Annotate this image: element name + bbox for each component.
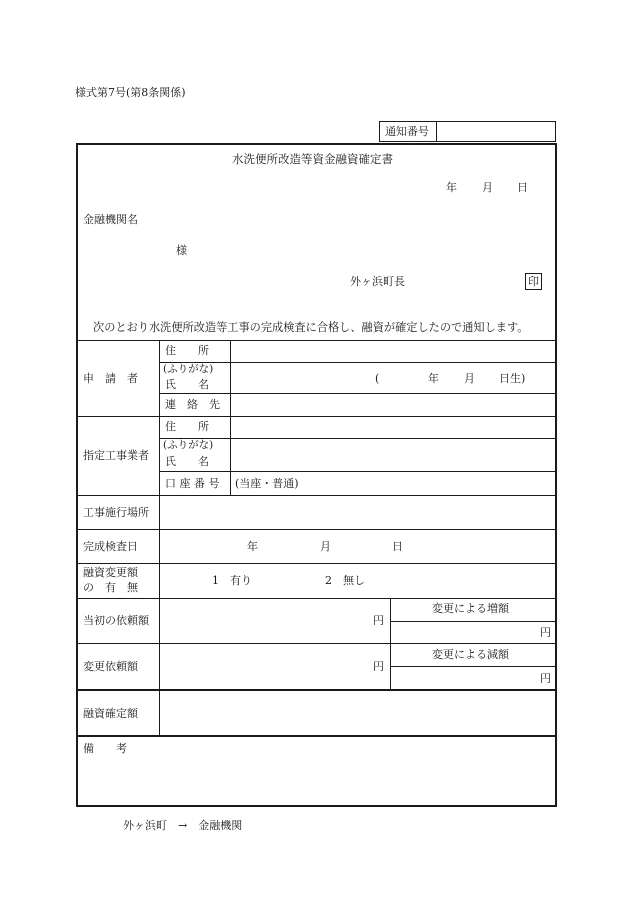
birth-year: 年 [428,372,439,385]
inspection-month: 月 [320,540,331,553]
changed-amount-label: 変更依頼額 [83,660,138,673]
inspection-day: 日 [392,540,403,553]
applicant-furigana-label: (ふりがな) [163,363,214,375]
birth-day: 日生) [499,372,526,385]
applicant-address-label: 住 所 [165,344,209,357]
contractor-address-label: 住 所 [165,420,209,433]
changed-amount-yen: 円 [373,660,384,673]
decrease-yen: 円 [540,672,551,685]
confirmed-amount-label: 融資確定額 [83,707,138,720]
honorific-sama: 様 [176,244,187,257]
date-year: 年 [446,181,457,194]
birth-month: 月 [464,372,475,385]
notice-statement: 次のとおり水洗便所改造等工事の完成検査に合格し、融資が確定したので通知します。 [93,321,529,334]
document-title: 水洗便所改造等資金融資確定書 [232,152,393,166]
remarks-label: 備 考 [83,742,127,755]
issuer-name: 外ヶ浜町長 [350,275,405,288]
date-month: 月 [482,181,493,194]
birth-open-paren: ( [375,372,380,385]
applicant-contact-label: 連 絡 先 [165,398,220,411]
form-number: 様式第7号(第8条関係) [75,86,186,99]
initial-amount-yen: 円 [373,614,384,627]
date-day: 日 [517,181,528,194]
decrease-label: 変更による減額 [432,648,509,661]
change-option-yes[interactable]: 1 有り [212,574,252,587]
increase-label: 変更による増額 [432,602,509,615]
contractor-label: 指定工事業者 [83,449,149,462]
contractor-name-label: 氏 名 [165,455,209,468]
contractor-furigana-label: (ふりがな) [163,439,214,451]
change-option-no[interactable]: 2 無し [325,574,365,587]
initial-amount-label: 当初の依頼額 [83,614,149,627]
construction-site-label: 工事施行場所 [83,506,149,519]
routing-note: 外ヶ浜町 → 金融機関 [123,819,243,832]
bank-name-label: 金融機関名 [83,213,138,226]
form-frame [76,143,557,807]
applicant-name-label: 氏 名 [165,378,209,391]
inspection-date-label: 完成検査日 [83,540,138,553]
seal-stamp: 印 [525,273,542,290]
inspection-year: 年 [247,540,258,553]
change-label-line2: の 有 無 [83,581,138,594]
account-number-label: 口 座 番 号 [165,477,220,490]
account-type: (当座・普通) [235,477,299,490]
change-label-line1: 融資変更額 [83,566,138,579]
notice-number-label: 通知番号 [385,125,429,138]
applicant-label: 申 請 者 [83,372,138,385]
increase-yen: 円 [540,626,551,639]
